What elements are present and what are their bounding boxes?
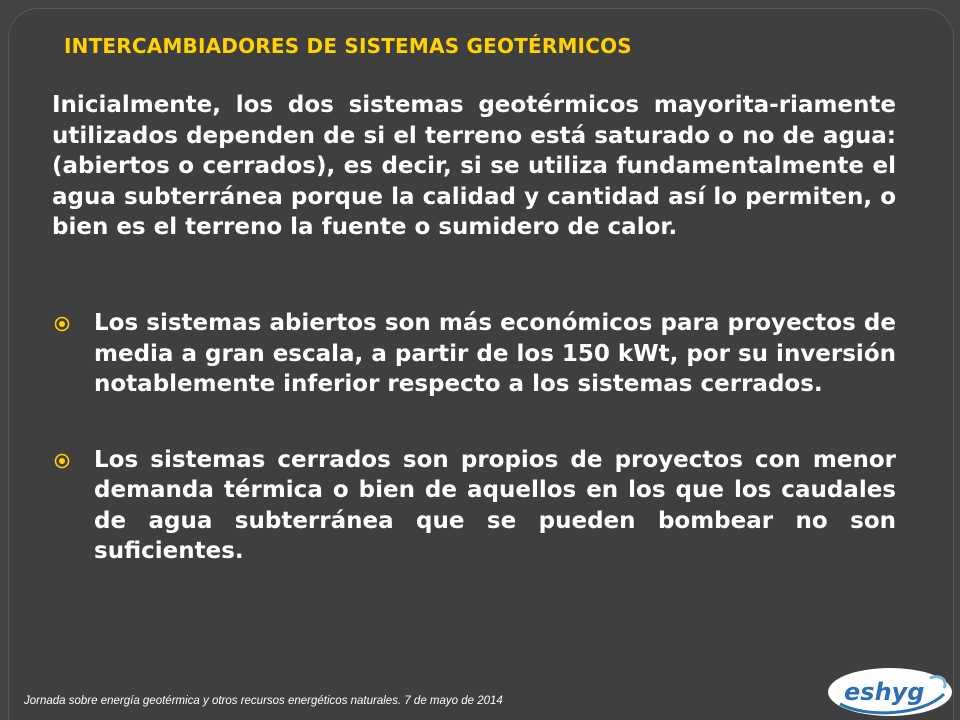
bullet-text: Los sistemas abiertos son más económicos para proyectos de media a gran escala, a partir de los 150 kWt, por su inversión notablemente inferior respecto a los sistemas cerrados. bbox=[94, 310, 896, 397]
intro-paragraph: Inicialmente, los dos sistemas geotérmicos mayorita-riamente utilizados dependen de si el terreno está saturado o no de agua: (abiertos o cerrados), es decir, si se utiliza fundamentalmente el agua subterránea porque la calidad y cantidad así lo permiten, o bien es el terreno la fuente o sumidero de calor. bbox=[52, 92, 896, 240]
bullet-circle-icon bbox=[54, 453, 70, 469]
logo-text: eshyg bbox=[844, 678, 925, 706]
bullet-item-open-systems bbox=[52, 308, 896, 400]
eshyg-logo bbox=[826, 664, 954, 718]
bullet-item-closed-systems bbox=[52, 445, 896, 567]
footer-caption: Jornada sobre energía geotérmica y otros recursos energéticos naturales. 7 de mayo de 2014 bbox=[24, 695, 503, 707]
slide-title: INTERCAMBIADORES DE SISTEMAS GEOTÉRMICOS bbox=[64, 34, 632, 58]
bullet-text: Los sistemas cerrados son propios de proyectos con menor demanda térmica o bien de aquellos en los que los caudales de agua subterránea que se pueden bombear no son suficientes. bbox=[94, 446, 896, 564]
bullet-circle-icon bbox=[54, 316, 70, 332]
bullet-list bbox=[52, 308, 896, 567]
